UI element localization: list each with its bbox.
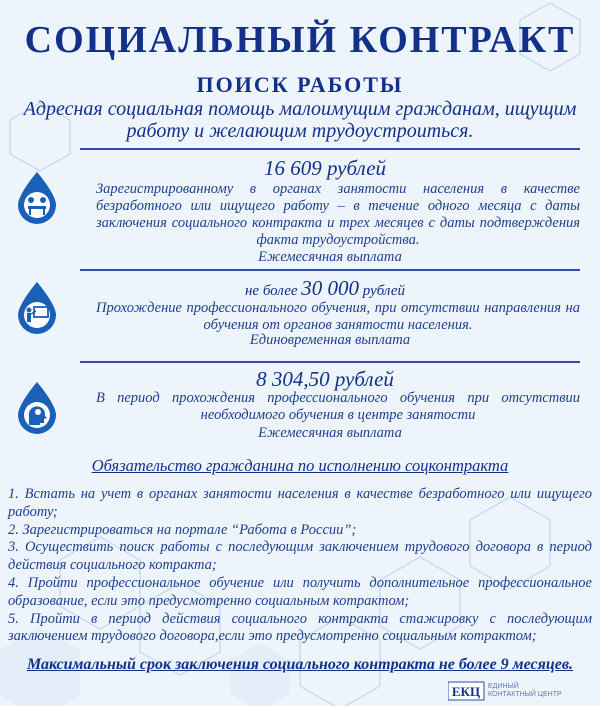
list-item: 3. Осуществить поиск работы с последующим заключением трудового договора в период действия социального котракта;: [8, 539, 592, 574]
divider: [80, 361, 580, 363]
list-item: 4. Пройти профессиональное обучение или получить дополнительное профессиональное образование, если это предусмотренно социальным котрактом;: [8, 574, 592, 609]
brain-icon: [14, 380, 60, 434]
svg-text:ЕКЦ: ЕКЦ: [451, 684, 481, 699]
payment-amount: 16 609 рублей: [263, 156, 387, 180]
payment-description: В период прохождения профессионального обучения при отсутствии необходимого обучения в центре занятости: [96, 390, 580, 423]
page-subtitle: ПОИСК РАБОТЫ: [196, 72, 404, 97]
presentation-icon: [14, 280, 60, 334]
payment-amount: 8 304,50 рублей: [256, 367, 394, 391]
list-item: 5. Пройти в период действия социального контракта стажировку с последующим заключением трудового договора,если это предусмотренно социальным котрактом;: [8, 610, 592, 645]
max-term-note: Максимальный срок заключения социального контракта не более 9 месяцев.: [26, 656, 574, 673]
payment-frequency: Ежемесячная выплата: [258, 249, 402, 265]
payment-frequency: Ежемесячная выплата: [258, 425, 402, 441]
divider: [80, 148, 580, 150]
meeting-icon: [14, 170, 60, 224]
divider: [80, 269, 580, 271]
payment-description: Зарегистрированному в органах занятости населения в качестве безработного или ищущего работу – в течение одного месяца с даты заключения социального контракта и трех месяцев с даты подтверждения факта трудоустройства.: [96, 181, 580, 248]
payment-description: Прохождение профессионального обучения, при отсутствии направления на обучения от органов занятости населения.: [96, 300, 580, 333]
obligations-heading: Обязательство гражданина по исполнению соцконтракта: [91, 456, 509, 475]
obligations-list: [8, 486, 592, 646]
intro-text: Адресная социальная помощь малоимущим гражданам, ищущим работу и желающим трудоустроиться.: [23, 98, 577, 142]
list-item: 1. Встать на учет в органах занятости населения в качестве безработного или ищущего работу;: [8, 486, 592, 520]
payment-frequency: Единовременная выплата: [249, 332, 411, 348]
logo-caption: ЕДИНЫЙ КОНТАКТНЫЙ ЦЕНТР: [488, 683, 562, 698]
payment-amount: не более 30 000 рублей: [244, 276, 405, 300]
list-item: 2. Зарегистрироваться на портале “Работа в России”;: [8, 521, 357, 538]
page-title: СОЦИАЛЬНЫЙ КОНТРАКТ: [24, 19, 576, 61]
